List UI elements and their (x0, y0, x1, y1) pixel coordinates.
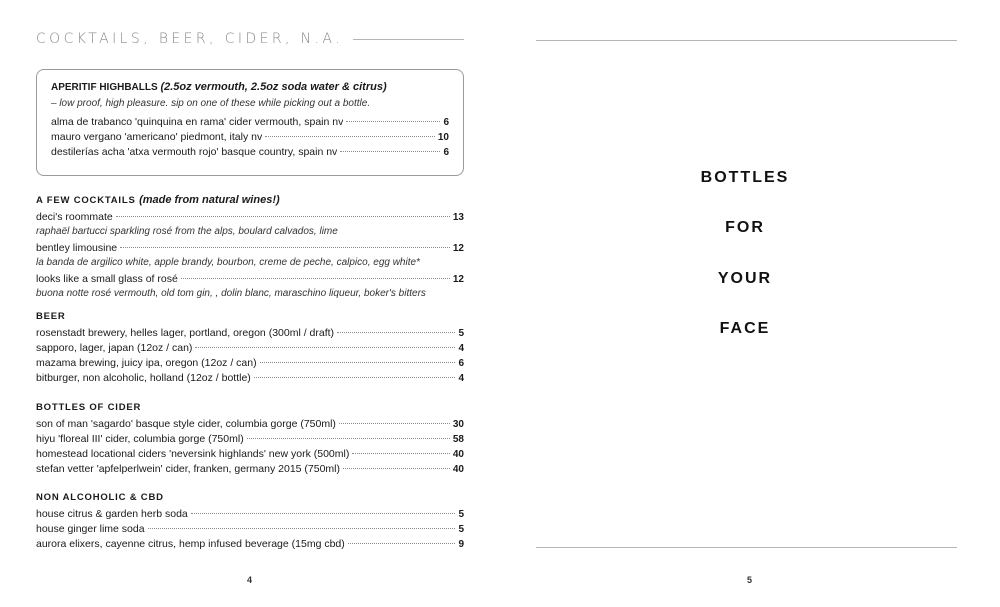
item-name: bentley limousine (36, 242, 118, 254)
dot-leader (346, 121, 440, 122)
aperitif-title: APERITIF HIGHBALLS (51, 82, 158, 93)
item-price: 12 (452, 243, 464, 254)
dot-leader (260, 362, 456, 363)
menu-item (51, 130, 449, 145)
item-price: 4 (458, 373, 464, 384)
item-price: 40 (452, 449, 464, 460)
page-number-right: 5 (747, 575, 753, 585)
beer-heading: BEER (36, 311, 66, 322)
cocktails-note: (made from natural wines!) (139, 194, 280, 206)
item-name: house citrus & garden herb soda (36, 508, 188, 520)
item-name: mauro vergano 'americano' piedmont, italy nv (51, 131, 263, 143)
item-name: mazama brewing, juicy ipa, oregon (12oz / can) (36, 357, 257, 369)
slogan-line-2: FOR (725, 219, 765, 236)
menu-item (36, 522, 464, 537)
beer-section (36, 309, 464, 386)
non-alcoholic-section (36, 490, 464, 552)
item-price: 40 (452, 464, 464, 475)
dot-leader (340, 151, 440, 152)
item-name: sapporo, lager, japan (12oz / can) (36, 342, 193, 354)
item-name: destilerías acha 'atxa vermouth rojo' basque country, spain nv (51, 146, 338, 158)
item-description: buona notte rosé vermouth, old tom gin, , dolin blanc, maraschino liqueur, boker's bitters (36, 288, 426, 299)
slogan-line-3: YOUR (717, 270, 773, 287)
item-price: 13 (452, 212, 464, 223)
dot-leader (116, 216, 450, 217)
menu-item (36, 341, 464, 356)
item-name: deci's roommate (36, 211, 113, 223)
slogan-line-1: BOTTLES (700, 169, 790, 186)
menu-item (36, 507, 464, 522)
top-rule (536, 40, 957, 41)
item-price: 4 (458, 343, 464, 354)
cider-heading: BOTTLES OF CIDER (36, 402, 142, 413)
dot-leader (339, 423, 450, 424)
menu-item (51, 115, 449, 130)
item-name: looks like a small glass of rosé (36, 273, 178, 285)
aperitif-tagline: – low proof, high pleasure. sip on one of these while picking out a bottle. (51, 98, 371, 109)
dot-leader (148, 528, 456, 529)
item-price: 30 (452, 419, 464, 430)
item-description: raphaël bartucci sparkling rosé from the alps, boulard calvados, lime (36, 226, 338, 237)
cocktails-section (36, 193, 464, 303)
item-name: aurora elixers, cayenne citrus, hemp infused beverage (15mg cbd) (36, 538, 345, 550)
dot-leader (181, 278, 450, 279)
page-number-left: 4 (247, 575, 253, 585)
section-title: COCKTAILS, BEER, CIDER, N.A. (36, 31, 343, 47)
item-price: 6 (443, 147, 449, 158)
header-rule (353, 39, 464, 40)
dot-leader (195, 347, 455, 348)
aperitif-title-note: (2.5oz vermouth, 2.5oz soda water & citrus) (160, 81, 387, 93)
item-name: son of man 'sagardo' basque style cider, columbia gorge (750ml) (36, 418, 336, 430)
item-price: 6 (443, 117, 449, 128)
item-price: 58 (452, 434, 464, 445)
dot-leader (352, 453, 450, 454)
item-name: house ginger lime soda (36, 523, 145, 535)
item-name: homestead locational ciders 'neversink highlands' new york (500ml) (36, 448, 350, 460)
bottom-rule (536, 547, 957, 548)
menu-item (36, 356, 464, 371)
dot-leader (247, 438, 450, 439)
item-price: 10 (437, 132, 449, 143)
item-name: alma de trabanco 'quinquina en rama' cider vermouth, spain nv (51, 116, 344, 128)
aperitif-box (36, 69, 464, 176)
section-header (36, 31, 464, 47)
item-name: rosenstadt brewery, helles lager, portland, oregon (300ml / draft) (36, 327, 335, 339)
dot-leader (191, 513, 456, 514)
menu-item (36, 537, 464, 552)
dot-leader (348, 543, 456, 544)
dot-leader (343, 468, 450, 469)
menu-item (36, 326, 464, 341)
menu-item (36, 432, 464, 447)
menu-item (51, 145, 449, 160)
item-price: 5 (458, 509, 464, 520)
item-price: 5 (458, 524, 464, 535)
aperitif-heading (51, 79, 449, 96)
dot-leader (120, 247, 450, 248)
cocktails-heading (36, 193, 464, 208)
item-price: 5 (458, 328, 464, 339)
item-price: 6 (458, 358, 464, 369)
item-description: la banda de argilico white, apple brandy, bourbon, creme de peche, calpico, egg white* (36, 257, 420, 268)
non-alcoholic-heading: NON ALCOHOLIC & CBD (36, 492, 164, 503)
menu-item (36, 371, 464, 386)
dot-leader (254, 377, 456, 378)
menu-item (36, 417, 464, 432)
cider-section (36, 400, 464, 477)
menu-item (36, 462, 464, 477)
item-price: 12 (452, 274, 464, 285)
item-price: 9 (458, 539, 464, 550)
menu-item (36, 241, 464, 256)
menu-item (36, 210, 464, 225)
dot-leader (265, 136, 435, 137)
menu-item (36, 447, 464, 462)
item-name: hiyu 'floreal III' cider, columbia gorge (750ml) (36, 433, 244, 445)
right-page (500, 0, 1000, 607)
item-name: bitburger, non alcoholic, holland (12oz / bottle) (36, 372, 251, 384)
menu-item (36, 272, 464, 287)
item-name: stefan vetter 'apfelperlwein' cider, franken, germany 2015 (750ml) (36, 463, 341, 475)
slogan-line-4: FACE (719, 320, 771, 337)
dot-leader (337, 332, 455, 333)
cocktails-title: A FEW COCKTAILS (36, 195, 136, 206)
